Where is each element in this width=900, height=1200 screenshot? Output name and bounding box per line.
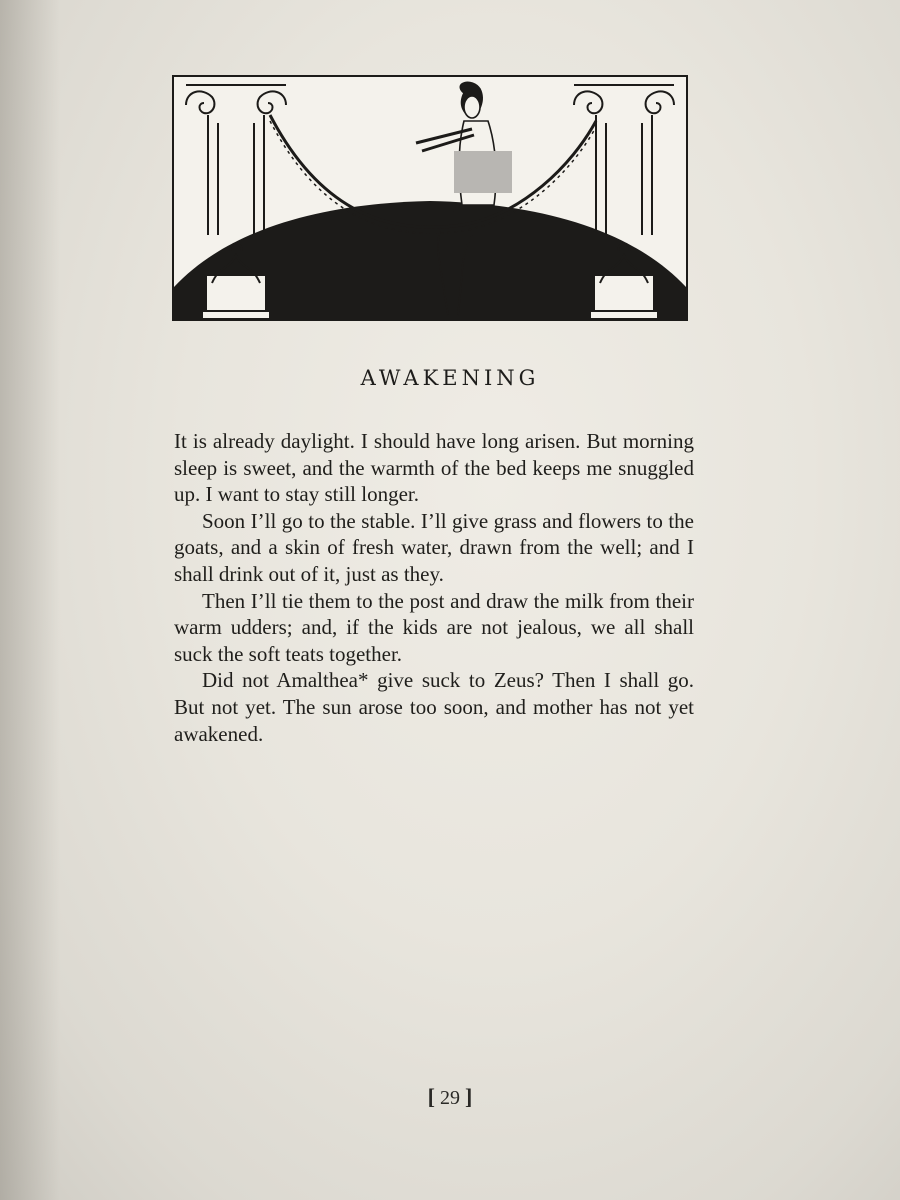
body-text — [174, 428, 694, 747]
paragraph-4: Did not Amalthea* give suck to Zeus? Then I shall go. But not yet. The sun arose too soon, and mother has not yet awakened. — [174, 668, 694, 746]
page-number — [0, 1084, 900, 1110]
paragraph-1: It is already daylight. I should have long arisen. But morning sleep is sweet, and the warmth of the bed keeps me snuggled up. I want to stay still longer. — [174, 429, 694, 507]
paragraph-3: Then I’ll tie them to the post and draw the milk from their warm udders; and, if the kids are not jealous, we all shall suck the soft teats together. — [174, 588, 694, 666]
folio-number: 29 — [440, 1087, 460, 1109]
censor-block — [454, 151, 512, 193]
folio-open-bracket: [ — [427, 1084, 435, 1109]
paragraph-2: Soon I’ll go to the stable. I’ll give grass and flowers to the goats, and a skin of fresh water, drawn from the well; and I shall drink out of it, just as they. — [174, 508, 694, 586]
page-title: AWAKENING — [360, 366, 540, 390]
folio-close-bracket: ] — [465, 1084, 473, 1109]
page-gutter-shadow — [0, 0, 60, 1200]
header-illustration — [172, 75, 688, 321]
